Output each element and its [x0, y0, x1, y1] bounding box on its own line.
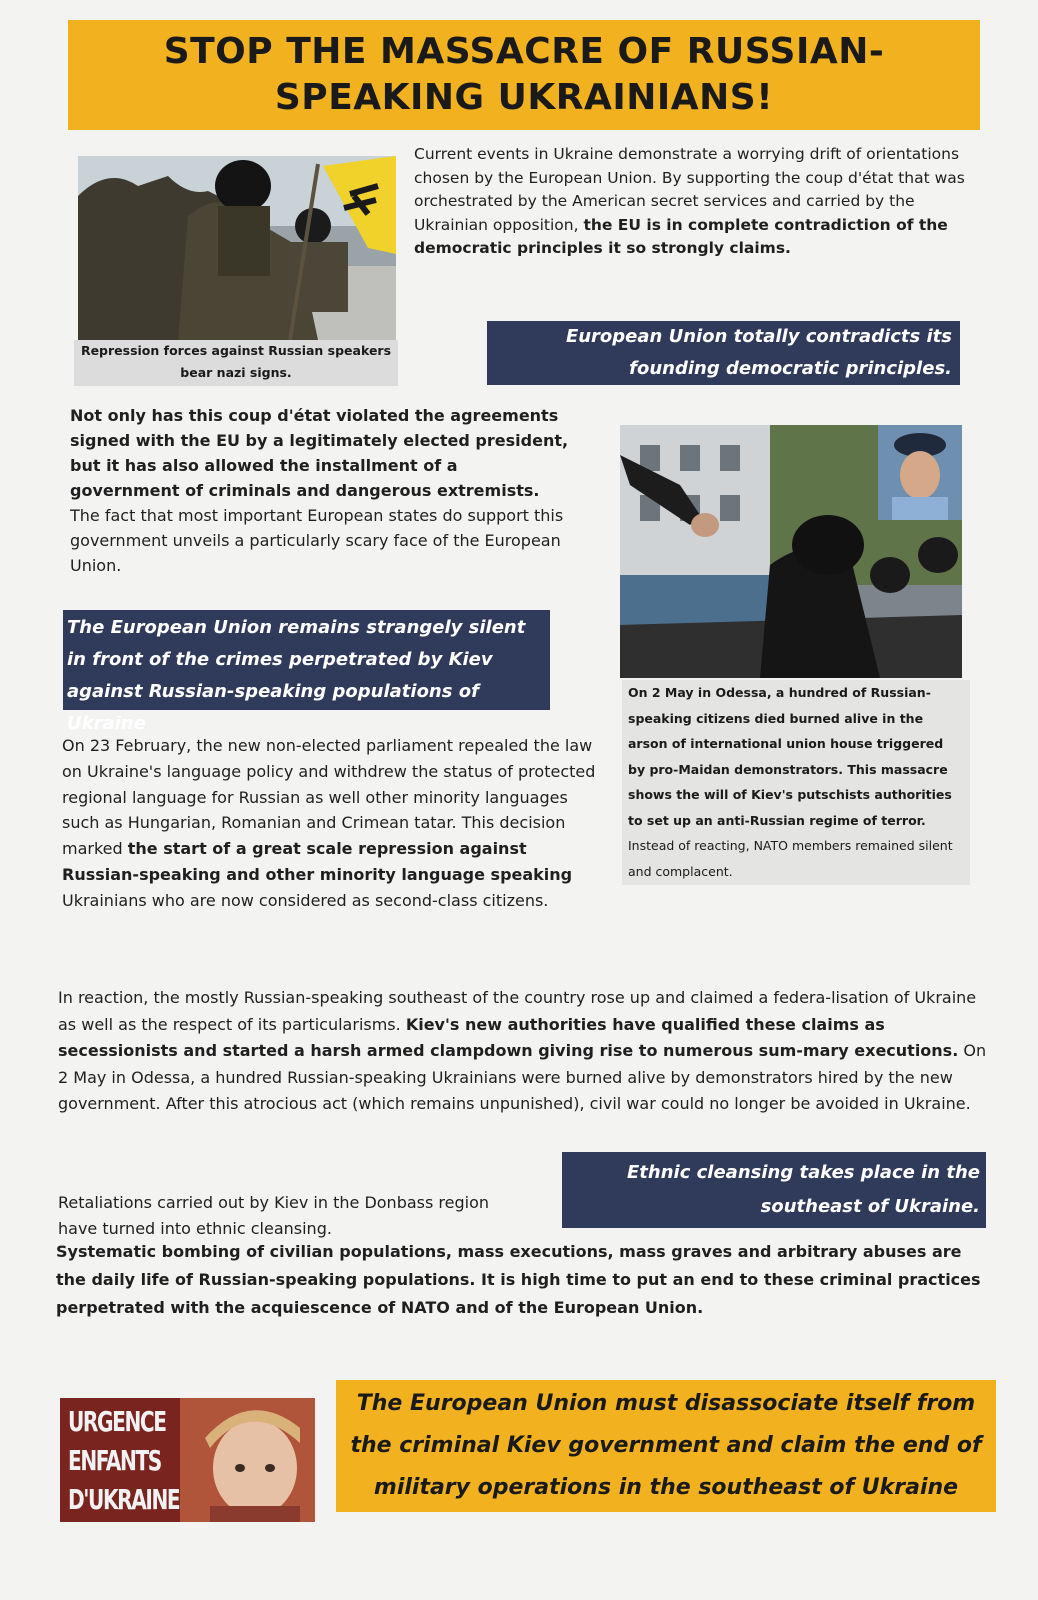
- photo-odessa-gunman: [620, 425, 962, 678]
- headline: STOP THE MASSACRE OF RUSSIAN-SPEAKING UKRAINIANS!: [163, 31, 885, 118]
- intro-paragraph: Current events in Ukraine demonstrate a worrying drift of orientations chosen by the European Union. By supporting the coup d'état that was orchestrated by the American secret services and carried by the Ukrainian opposition, the EU is in complete contradiction of the democratic principles it so strongly claims.: [414, 145, 965, 257]
- paragraph-retaliations: Retaliations carried out by Kiev in the Donbass region have turned into ethnic cleansing.: [58, 1190, 528, 1242]
- paragraph-language-law: On 23 February, the new non-elected parliament repealed the law on Ukraine's language policy and withdrew the status of protected regional language for Russian as well other minority languages such as Hungarian, Romanian and Crimean tatar. This decision marked the start of a great scale repression against Russian-speaking and other minority language speaking Ukrainians who are now considered as second-class citizens.: [62, 736, 596, 910]
- banner-eu-contradicts: European Union totally contradicts its founding democratic principles.: [487, 321, 960, 385]
- banner-eu-silent: The European Union remains strangely silent in front of the crimes perpetrated by Kiev against Russian-speaking populations of Ukraine: [63, 610, 550, 710]
- banner-ethnic-cleansing: Ethnic cleansing takes place in the southeast of Ukraine.: [562, 1152, 986, 1228]
- paragraph-systematic: Systematic bombing of civilian populations, mass executions, mass graves and arbitrary abuses are the daily life of Russian-speaking populations. It is high time to put an end to these criminal practices perpetrated with the acquiescence of NATO and of the European Union.: [56, 1242, 981, 1317]
- paragraph-reaction: In reaction, the mostly Russian-speaking southeast of the country rose up and claimed a federa-lisation of Ukraine as well as the respect of its particularisms. Kiev's new authorities have qualified these claims as secessionists and started a harsh armed clampdown giving rise to numerous sum-mary executions. On 2 May in Odessa, a hundred Russian-speaking Ukrainians were burned alive by demonstrators hired by the new government. After this atrocious act (which remains unpunished), civil war could no longer be avoided in Ukraine.: [58, 988, 987, 1113]
- logo-text: URGENCE ENFANTS D'UKRAINE: [68, 1405, 180, 1516]
- bottom-banner: The European Union must disassociate itself from the criminal Kiev government and claim the end of military operations in the southeast of Ukraine: [336, 1380, 996, 1512]
- urgence-enfants-logo: [60, 1398, 315, 1522]
- paragraph-coup: Not only has this coup d'état violated the agreements signed with the EU by a legitimately elected president, but it has also allowed the installment of a government of criminals and dangerous extremists. The fact that most important European states do support this government unveils a particularly scary face of the European Union.: [70, 406, 569, 575]
- photo2-caption: On 2 May in Odessa, a hundred of Russian-speaking citizens died burned alive in the arson of international union house triggered by pro-Maidan demonstrators. This massacre shows the will of Kiev's putschists authorities to set up an anti-Russian regime of terror. Instead of reacting, NATO members remained silent and complacent.: [622, 680, 970, 885]
- photo1-caption: Repression forces against Russian speakers bear nazi signs.: [74, 340, 398, 386]
- photo-soldiers-flag: [78, 156, 396, 340]
- headline-box: [68, 20, 980, 130]
